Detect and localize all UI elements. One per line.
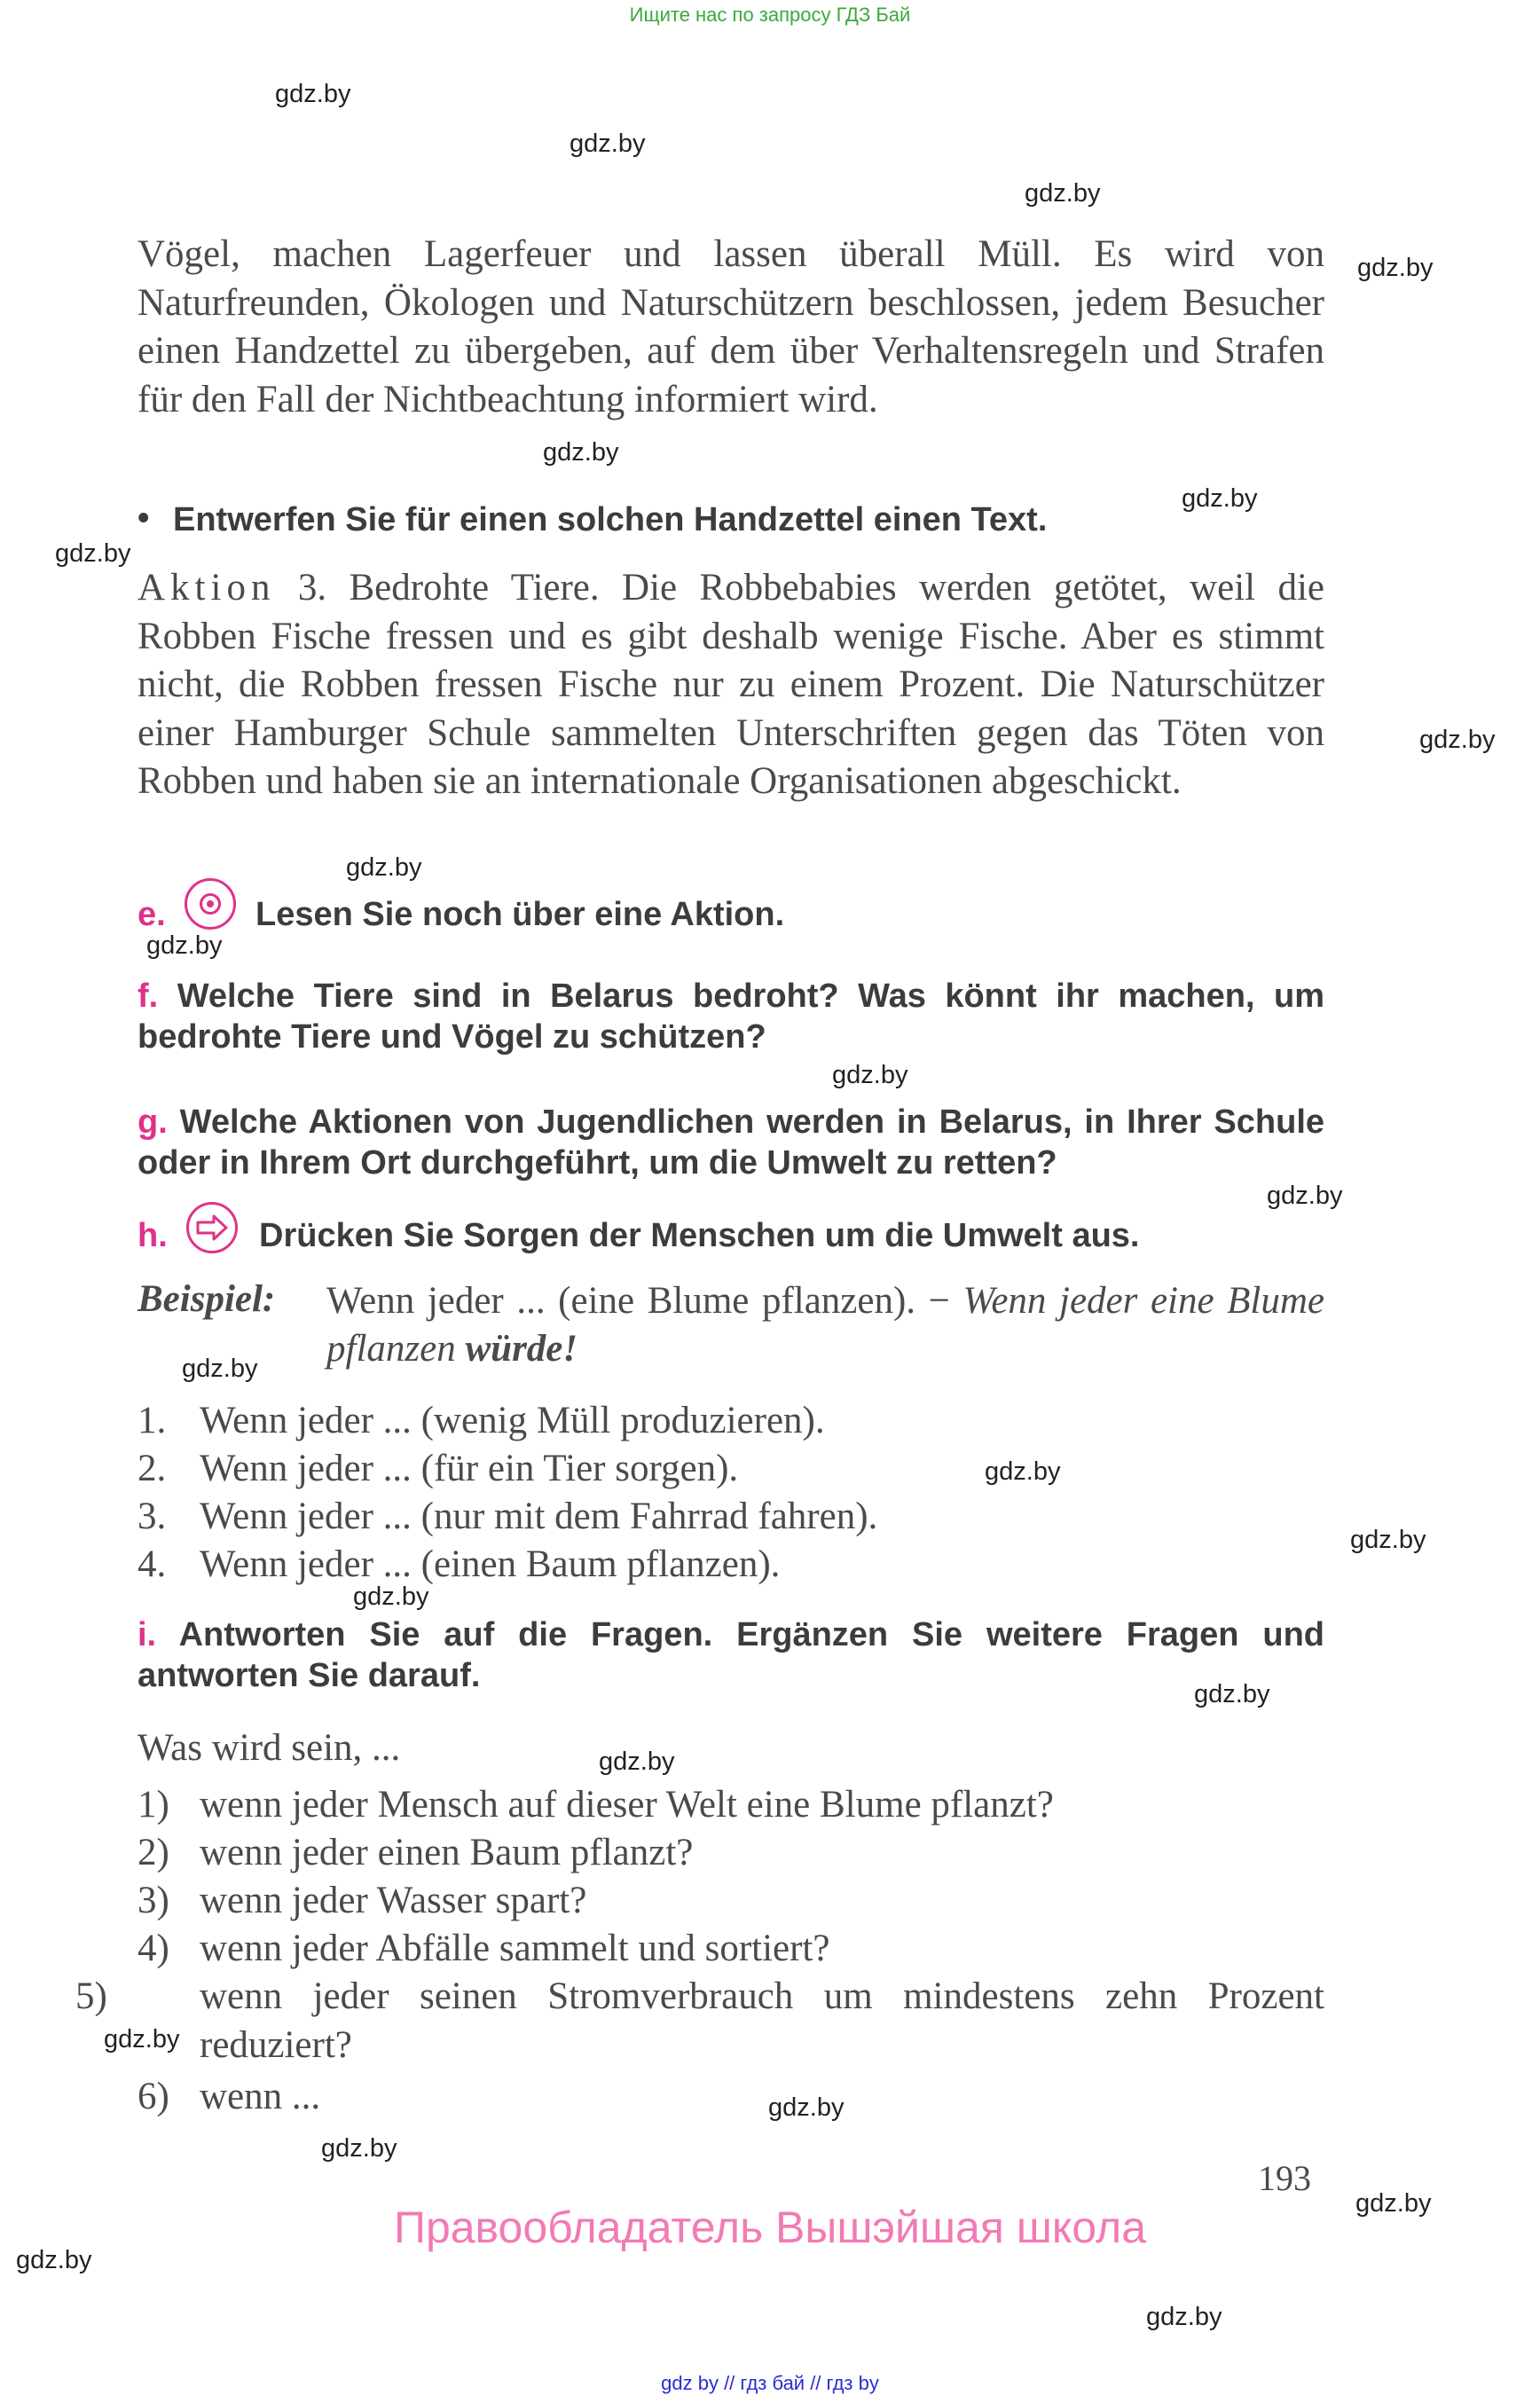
task-i-letter: i. bbox=[138, 1616, 157, 1653]
watermark: gdz.by bbox=[182, 1355, 258, 1383]
task-i bbox=[138, 1614, 1324, 1696]
aktion-text: 3. Bedrohte Tiere. Die Robbebabies werden getötet, weil die Robben Fische fressen und es gibt deshalb wenige Fische. Aber es stimmt nicht, die Robben fressen Fische nur zu einem Prozent. Die Naturschützer einer Hamburger Schule sammelten Unterschriften gegen das Töten von Robben und haben sie an internationale Organisationen abgeschickt. bbox=[138, 567, 1325, 802]
watermark: gdz.by bbox=[16, 2246, 92, 2274]
watermark: gdz.by bbox=[275, 80, 351, 108]
list-item: 6) wenn ... bbox=[138, 2076, 321, 2117]
bullet-task: Entwerfen Sie für einen solchen Handzettel einen Text. bbox=[173, 501, 1048, 538]
watermark: gdz.by bbox=[543, 438, 619, 467]
task-h-letter: h. bbox=[138, 1217, 168, 1254]
watermark: gdz.by bbox=[104, 2025, 180, 2054]
task-f-text: Welche Tiere sind in Belarus bedroht? Was könnt ihr machen, um bedrohte Tiere und Vögel zu schützen? bbox=[138, 978, 1324, 1056]
task-f-letter: f. bbox=[138, 978, 159, 1015]
task-h-text: Drücken Sie Sorgen der Menschen um die Umwelt aus. bbox=[259, 1217, 1140, 1254]
example-label: Beispiel: bbox=[138, 1278, 276, 1320]
task-g bbox=[138, 1102, 1324, 1183]
task-g-text: Welche Aktionen von Jugendlichen werden in Belarus, in Ihrer Schule oder in Ihrem Ort durchgeführt, um die Umwelt zu retten? bbox=[138, 1103, 1325, 1182]
list-item: 5) wenn jeder seinen Stromverbrauch um mindestens zehn Prozent reduziert? bbox=[75, 1975, 1324, 2066]
watermark: gdz.by bbox=[1419, 726, 1496, 754]
watermark: gdz.by bbox=[1355, 2189, 1432, 2218]
list-item: 3. Wenn jeder ... (nur mit dem Fahrrad fahren). bbox=[138, 1496, 878, 1537]
task-i-text: Antworten Sie auf die Fragen. Ergänzen Sie weitere Fragen und antworten Sie darauf. bbox=[138, 1616, 1324, 1694]
page-number: 193 bbox=[1258, 2158, 1311, 2198]
watermark: gdz.by bbox=[1357, 254, 1434, 282]
watermark: gdz.by bbox=[768, 2093, 845, 2122]
watermark: gdz.by bbox=[55, 539, 131, 568]
watermark: gdz.by bbox=[1146, 2303, 1222, 2331]
watermark: gdz.by bbox=[321, 2134, 397, 2163]
task-e-letter: e. bbox=[138, 896, 166, 933]
list-item: 4. Wenn jeder ... (einen Baum pflanzen). bbox=[138, 1543, 781, 1585]
list-item: 1) wenn jeder Mensch auf dieser Welt eine Blume pflanzt? bbox=[138, 1784, 1054, 1826]
watermark: gdz.by bbox=[832, 1061, 908, 1089]
task-e-text: Lesen Sie noch über eine Aktion. bbox=[255, 896, 785, 933]
watermark: gdz.by bbox=[146, 931, 223, 960]
paragraph-continued: Vögel, machen Lagerfeuer und lassen überall Müll. Es wird von Naturfreunden, Ökologen und Naturschützern beschlossen, jedem Besucher einen Handzettel zu übergeben, auf dem über Verhaltensregeln und Strafen für den Fall der Nichtbeachtung informiert wird. bbox=[138, 233, 1324, 420]
copyright-notice: Правообладатель Вышэйшая школа bbox=[394, 2203, 1146, 2252]
watermark: gdz.by bbox=[1182, 484, 1258, 513]
watermark: gdz.by bbox=[353, 1582, 429, 1611]
watermark: gdz.by bbox=[1194, 1680, 1270, 1708]
watermark: gdz.by bbox=[599, 1747, 675, 1776]
watermark: gdz.by bbox=[1267, 1182, 1343, 1210]
aktion-3-paragraph bbox=[138, 564, 1324, 806]
list-item: 3) wenn jeder Wasser spart? bbox=[138, 1880, 587, 1921]
aktion-label: Aktion bbox=[138, 567, 276, 609]
cd-icon bbox=[185, 878, 236, 930]
top-banner: Ищите нас по запросу ГДЗ Бай bbox=[629, 4, 911, 26]
task-g-letter: g. bbox=[138, 1103, 168, 1141]
question-intro: Was wird sein, ... bbox=[138, 1727, 401, 1769]
watermark: gdz.by bbox=[346, 853, 422, 882]
watermark: gdz.by bbox=[1025, 179, 1101, 208]
list-item: 4) wenn jeder Abfälle sammelt und sortiert? bbox=[138, 1928, 830, 1969]
task-f bbox=[138, 976, 1324, 1057]
list-item: 2) wenn jeder einen Baum pflanzt? bbox=[138, 1832, 694, 1873]
footer-links[interactable]: gdz by // гдз бай // гдз by bbox=[661, 2372, 879, 2394]
arrow-right-icon bbox=[186, 1202, 238, 1253]
list-item: 1. Wenn jeder ... (wenig Müll produzieren). bbox=[138, 1400, 825, 1441]
watermark: gdz.by bbox=[570, 130, 646, 158]
watermark: gdz.by bbox=[1350, 1526, 1426, 1554]
example-text: Wenn jeder ... (eine Blume pflanzen). − Wenn jeder eine Blume pflanzen würde! bbox=[326, 1280, 1325, 1370]
bullet-dot: • bbox=[138, 499, 150, 537]
watermark: gdz.by bbox=[985, 1457, 1061, 1486]
list-item: 2. Wenn jeder ... (für ein Tier sorgen). bbox=[138, 1448, 739, 1489]
